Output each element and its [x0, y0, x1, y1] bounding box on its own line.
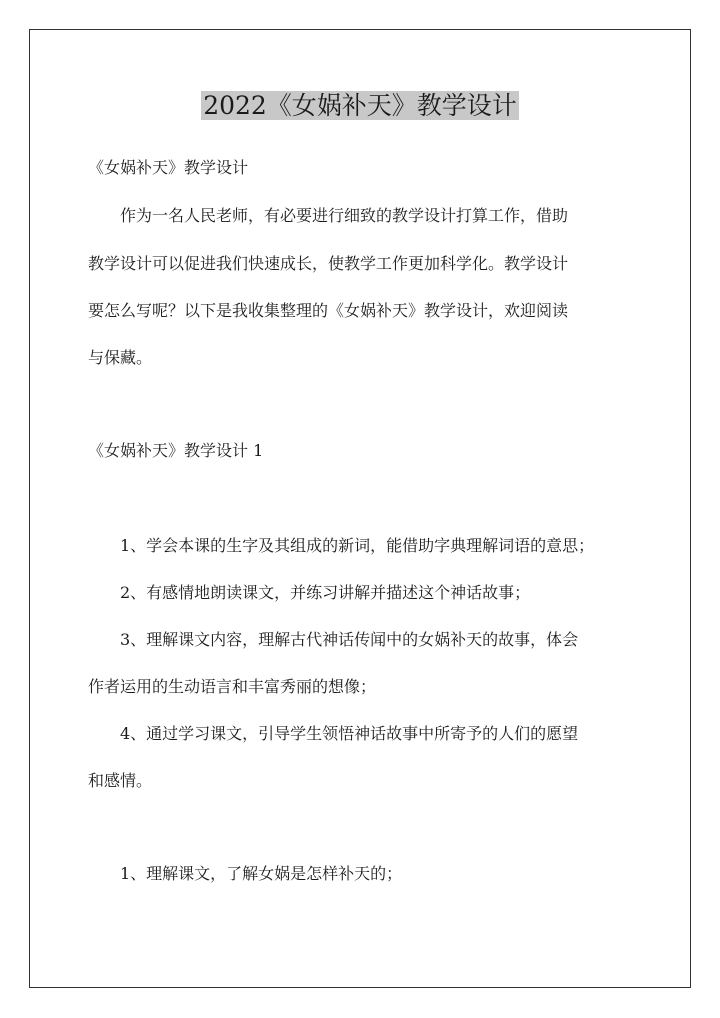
subtitle: 《女娲补天》教学设计 — [88, 158, 249, 177]
document-title — [0, 86, 720, 126]
intro-line-4: 与保藏。 — [88, 348, 153, 367]
key-point-line-1: 1、理解课文，了解女娲是怎样补天的； — [120, 864, 403, 883]
intro-line-1: 作为一名人民老师，有必要进行细致的教学设计打算工作，借助 — [120, 206, 569, 225]
intro-line-3: 要怎么写呢？以下是我收集整理的《女娲补天》教学设计，欢迎阅读 — [88, 301, 569, 320]
goal-line-6: 和感情。 — [88, 771, 153, 790]
goal-line-3: 3、理解课文内容，理解古代神话传闻中的女娲补天的故事，体会 — [120, 630, 579, 649]
goal-line-5: 4、通过学习课文，引导学生领悟神话故事中所寄予的人们的愿望 — [120, 724, 579, 743]
document-title-text: 2022《女娲补天》教学设计 — [203, 91, 517, 120]
goal-line-2: 2、有感情地朗读课文，并练习讲解并描述这个神话故事； — [120, 583, 531, 602]
section-heading: 《女娲补天》教学设计 1 — [88, 441, 264, 460]
intro-line-2: 教学设计可以促进我们快速成长，使教学工作更加科学化。教学设计 — [88, 254, 569, 273]
goal-line-1: 1、学会本课的生字及其组成的新词，能借助字典理解词语的意思； — [120, 536, 595, 555]
goal-line-4: 作者运用的生动语言和丰富秀丽的想像； — [88, 677, 377, 696]
